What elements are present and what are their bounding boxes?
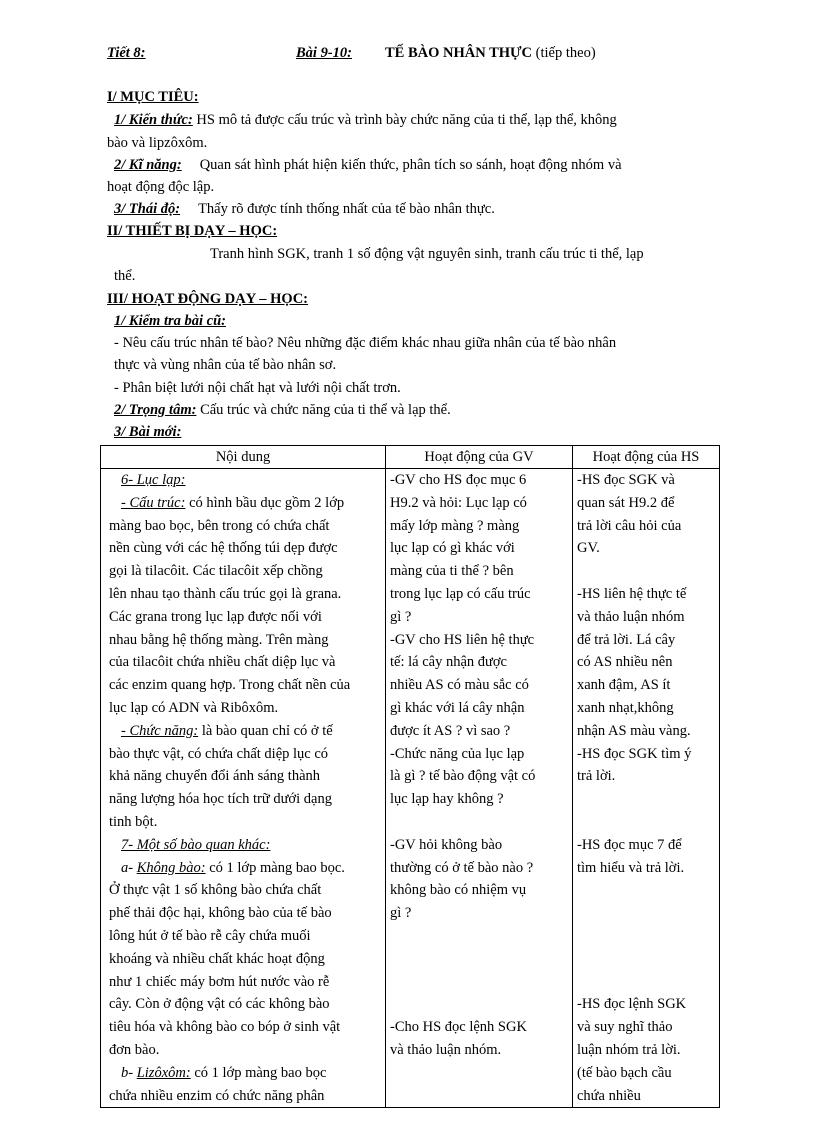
student-line: -HS đọc SGK và — [577, 472, 675, 488]
title-suffix: (tiếp theo) — [535, 45, 596, 61]
equipment-line-2: thể. — [114, 268, 136, 284]
check-question-1b: thực và vùng nhân của tế bào nhân sơ. — [114, 357, 337, 373]
teacher-blank — [390, 925, 568, 948]
student-blank — [577, 811, 715, 834]
skills-line-2: hoạt động độc lập. — [107, 179, 215, 195]
content-line: a- Không bào: có 1 lớp màng bao bọc. — [121, 859, 345, 876]
table-row — [101, 469, 720, 1108]
knowledge-line-2: bào và lipzôxôm. — [107, 135, 208, 151]
teacher-line: thường có ở tế bào nào ? — [390, 859, 534, 876]
teacher-line: và thảo luận nhóm. — [390, 1041, 502, 1058]
skills-line-1 — [114, 157, 622, 174]
skills-text: Quan sát hình phát hiện kiến thức, phân tích so sánh, hoạt động nhóm và — [199, 157, 622, 173]
teacher-line: là gì ? tế bào động vật có — [390, 768, 536, 785]
student-line: và thảo luận nhóm — [577, 608, 685, 625]
teacher-line: không bào có nhiệm vụ — [390, 882, 527, 899]
focus-text: Cấu trúc và chức năng của ti thể và lạp thể. — [200, 402, 451, 418]
title-main: TẾ BÀO NHÂN THỰC — [385, 45, 533, 61]
teacher-line: màng của ti thể ? bên — [390, 563, 514, 580]
content-line: - Cấu trúc: có hình bầu dục gồm 2 lớp — [121, 494, 345, 511]
header-teacher: Hoạt động của GV — [386, 446, 573, 469]
teacher-line: -GV hỏi không bào — [390, 836, 503, 853]
student-line: -HS đọc SGK tìm ý — [577, 745, 692, 762]
teacher-line: H9.2 và hỏi: Lục lạp có — [390, 494, 527, 511]
lesson-number: Tiết 8: — [107, 45, 146, 61]
content-line: cây. Còn ở động vật có các không bào — [109, 996, 330, 1013]
student-blank — [577, 902, 715, 925]
student-blank — [577, 879, 715, 902]
content-line: bào thực vật, có chứa chất diệp lục có — [109, 745, 329, 762]
student-line: GV. — [577, 540, 600, 557]
student-blank — [577, 971, 715, 994]
content-line: chứa nhiều enzim có chức năng phân — [109, 1087, 325, 1104]
attitude-line — [114, 201, 495, 218]
check-question-2: - Phân biệt lưới nội chất hạt và lưới nội chất trơn. — [114, 380, 401, 396]
student-line: nhận AS màu vàng. — [577, 722, 691, 739]
objectives-heading: I/ MỤC TIÊU: — [107, 89, 199, 105]
student-line: xanh nhạt,không — [577, 699, 674, 716]
content-line: khoáng và nhiều chất khác hoạt động — [109, 950, 325, 967]
teacher-blank — [390, 993, 568, 1016]
lysosome-label: Lizôxôm: — [136, 1064, 191, 1081]
teacher-line: nhiều AS có màu sắc có — [390, 677, 529, 694]
student-line: tìm hiểu và trả lời. — [577, 859, 685, 876]
teacher-line: lục lạp có gì khác với — [390, 540, 515, 557]
content-line: tinh bột. — [109, 813, 158, 830]
focus-label: 2/ Trọng tâm: — [114, 402, 197, 418]
teacher-line: -GV cho HS đọc mục 6 — [390, 472, 527, 488]
student-line: quan sát H9.2 để — [577, 494, 675, 511]
student-line: trả lời. — [577, 768, 616, 785]
teacher-column — [386, 469, 573, 1108]
attitude-text: Thấy rõ được tính thống nhất của tế bào nhân thực. — [198, 201, 495, 217]
content-line: của tilacôit chứa nhiều chất diệp lục và — [109, 654, 336, 671]
teacher-blank — [390, 971, 568, 994]
lesson-table — [100, 445, 720, 1108]
content-line: lông hút ở tế bào rễ cây chứa muối — [109, 927, 311, 944]
student-line: -HS liên hệ thực tế — [577, 585, 687, 602]
content-line: b- Lizôxôm: có 1 lớp màng bao bọc — [121, 1064, 327, 1081]
content-line: Ở thực vật 1 số không bào chứa chất — [109, 882, 322, 899]
content-line: Các grana trong lục lạp được nối với — [109, 608, 322, 625]
teacher-line: -GV cho HS liên hệ thực — [390, 631, 535, 648]
teacher-line: mấy lớp màng ? màng — [390, 517, 520, 534]
student-line: để trả lời. Lá cây — [577, 631, 676, 648]
student-line: có AS nhiều nên — [577, 654, 673, 671]
focus-line — [114, 402, 451, 419]
equipment-line-1: Tranh hình SGK, tranh 1 số động vật nguyên sinh, tranh cấu trúc ti thể, lạp — [210, 246, 644, 262]
chloroplast-title: 6- Lục lạp: — [121, 472, 186, 488]
teacher-line: trong lục lạp có cấu trúc — [390, 585, 531, 602]
content-line: các enzim quang hợp. Trong chất nền của — [109, 677, 351, 694]
content-line: phế thải độc hại, không bào của tế bào — [109, 905, 332, 922]
structure-label: - Cấu trúc: — [121, 494, 186, 511]
content-line: lên nhau tạo thành cấu trúc gọi là grana. — [109, 585, 342, 602]
activities-heading: III/ HOẠT ĐỘNG DẠY – HỌC: — [107, 291, 309, 307]
teacher-blank — [390, 948, 568, 971]
teacher-line: gì ? — [390, 608, 412, 625]
new-lesson-heading: 3/ Bài mới: — [114, 424, 182, 440]
content-line: tiêu hóa và không bào co bóp ở sinh vật — [109, 1019, 341, 1036]
student-line: chứa nhiều — [577, 1087, 641, 1104]
student-line: (tế bào bạch cầu — [577, 1064, 672, 1081]
content-line: năng lượng hóa học tích trữ dưới dạng — [109, 791, 332, 808]
teacher-line: gì ? — [390, 905, 412, 922]
content-line: nền cùng với các hệ thống túi dẹp được — [109, 540, 338, 557]
student-line: -HS đọc mục 7 để — [577, 836, 682, 853]
content-line: nhau bằng hệ thống màng. Trên màng — [109, 631, 329, 648]
content-line: gọi là tilacôit. Các tilacôit xếp chồng — [109, 563, 323, 580]
knowledge-line-1 — [114, 112, 617, 129]
equipment-heading: II/ THIẾT BỊ DẠY – HỌC: — [107, 223, 278, 239]
function-label: - Chức năng: — [121, 722, 199, 739]
knowledge-label: 1/ Kiến thức: — [114, 112, 193, 128]
student-column — [573, 469, 720, 1108]
content-line: - Chức năng: là bào quan chỉ có ở tế — [121, 722, 333, 739]
header-student: Hoạt động của HS — [573, 446, 720, 469]
lesson-code: Bài 9-10: — [296, 45, 352, 61]
skills-label: 2/ Kĩ năng: — [114, 157, 182, 173]
teacher-line: -Chức năng của lục lạp — [390, 745, 525, 762]
student-blank — [577, 560, 715, 583]
content-line: lục lạp có ADN và Ribôxôm. — [109, 699, 279, 716]
student-blank — [577, 788, 715, 811]
header-content: Nội dung — [101, 446, 386, 469]
student-line: luận nhóm trả lời. — [577, 1041, 681, 1058]
teacher-line: -Cho HS đọc lệnh SGK — [390, 1019, 527, 1036]
attitude-label: 3/ Thái độ: — [114, 201, 181, 217]
student-line: -HS đọc lệnh SGK — [577, 996, 687, 1013]
content-line: như 1 chiếc máy bơm hút nước vào rễ — [109, 973, 330, 990]
teacher-blank — [390, 811, 568, 834]
content-line: màng bao bọc, bên trong có chứa chất — [109, 517, 330, 534]
content-line: khả năng chuyển đổi ánh sáng thành — [109, 768, 321, 785]
knowledge-text: HS mô tả được cấu trúc và trình bày chức năng của ti thể, lạp thể, không — [192, 112, 617, 128]
check-question-1a: - Nêu cấu trúc nhân tế bào? Nêu những đặc điểm khác nhau giữa nhân của tế bào nhân — [114, 335, 617, 351]
teacher-line: gì khác với lá cây nhận — [390, 699, 525, 716]
student-line: xanh đậm, AS ít — [577, 677, 671, 694]
check-heading: 1/ Kiểm tra bài cũ: — [114, 313, 226, 329]
page-title — [385, 45, 596, 62]
table-header-row — [101, 446, 720, 469]
student-blank — [577, 925, 715, 948]
content-column — [101, 469, 386, 1108]
vacuole-label: Không bào: — [136, 859, 206, 876]
teacher-line: tế: lá cây nhận được — [390, 654, 507, 671]
student-blank — [577, 948, 715, 971]
student-line: trả lời câu hỏi của — [577, 517, 682, 534]
content-line: đơn bào. — [109, 1041, 160, 1058]
other-organelles-title: 7- Một số bào quan khác: — [121, 836, 271, 853]
teacher-line: lục lạp hay không ? — [390, 791, 504, 808]
teacher-line: được ít AS ? vì sao ? — [390, 722, 511, 739]
student-line: và suy nghĩ thảo — [577, 1019, 673, 1036]
